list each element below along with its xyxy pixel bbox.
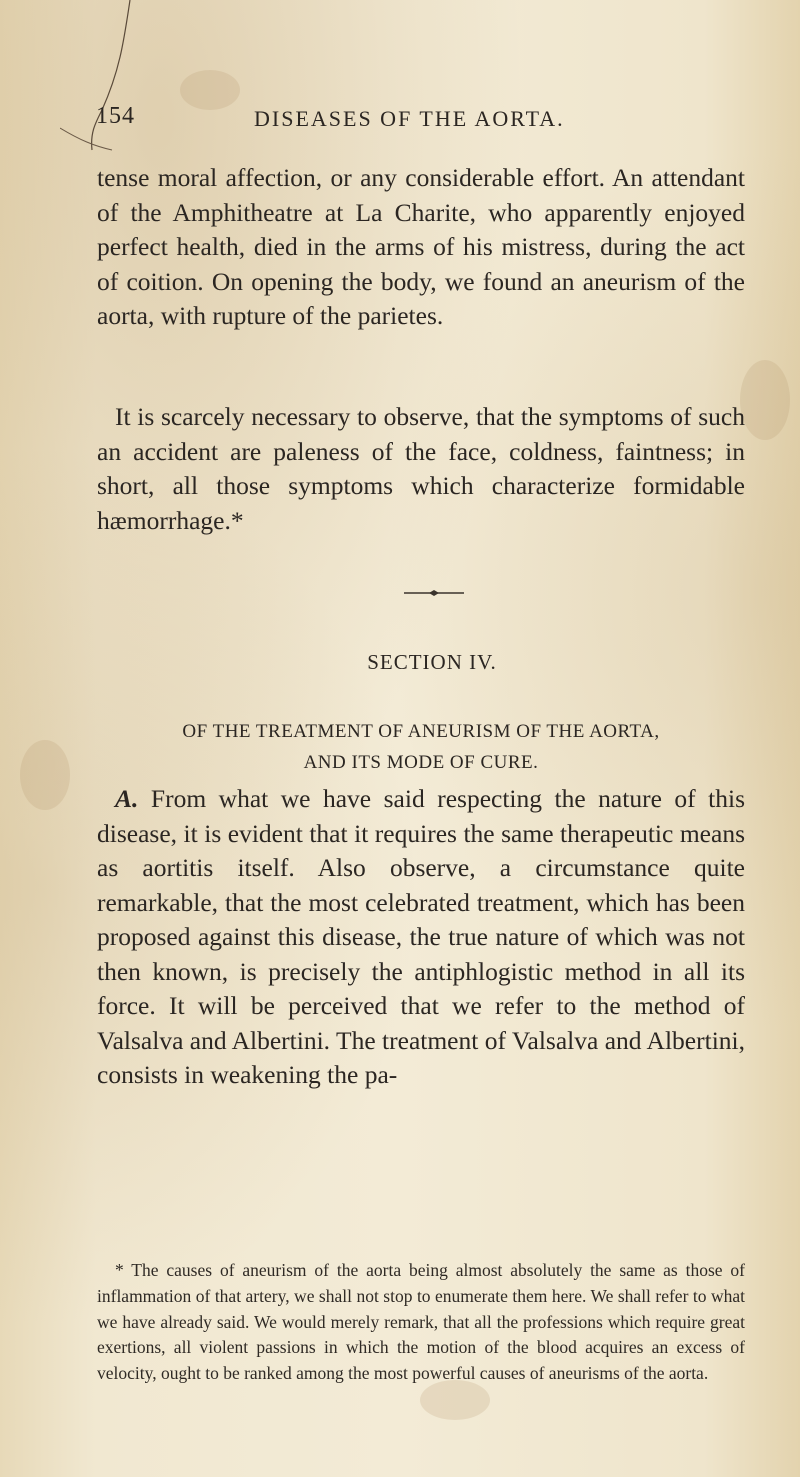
paper-stain bbox=[740, 360, 790, 440]
section-subtitle-line: OF THE TREATMENT OF ANEURISM OF THE AORTA, bbox=[182, 721, 660, 742]
footnote: * The causes of aneurism of the aorta being almost absolutely the same as those of inflammation of that artery, we shall not stop to enumerate them here. We shall refer to what we have already said. We would merely remark, that all the professions which require great exertions, all violent passions in which the motion of the blood acquires an excess of velocity, ought to be ranked among the most powerful causes of aneurisms of the aorta. bbox=[97, 1260, 745, 1384]
paragraph-symptoms: It is scarcely necessary to observe, that the symptoms of such an accident are paleness of the face, coldness, faintness; in short, all those symptoms which characterize formidable hæmorrhage.* bbox=[97, 402, 745, 535]
paragraph-treatment-text: From what we have said respecting the nature of this disease, it is evident that it requires the same therapeutic means as aortitis itself. Also observe, a circumstance quite remarkable, that the most celebrated treatment, which has been proposed against this disease, the true nature of which was not then known, is precisely the antiphlogistic method in all its force. It will be perceived that we refer to the method of Valsalva and Albertini. The treatment of Valsalva and Albertini, consists in weakening the pa- bbox=[97, 784, 745, 1089]
page-header bbox=[96, 103, 736, 143]
paper-stain bbox=[20, 740, 70, 810]
page-number: 154 bbox=[96, 103, 135, 129]
running-head: DISEASES OF THE AORTA. bbox=[254, 106, 565, 131]
paragraph-label: A. bbox=[115, 784, 139, 813]
section-title: SECTION IV. bbox=[367, 650, 497, 674]
section-subtitle-line: AND ITS MODE OF CURE. bbox=[303, 752, 539, 773]
section-subtitle bbox=[97, 716, 745, 778]
section-divider-ornament bbox=[404, 588, 464, 602]
paragraph-continuation: tense moral affection, or any considerable effort. An attendant of the Amphitheatre at La Charite, who apparently enjoyed perfect health, died in the arms of his mistress, during the act of coition. On opening the body, we found an aneurism of the aorta, with rupture of the parietes. bbox=[97, 163, 745, 330]
paragraph-treatment bbox=[97, 782, 745, 1093]
